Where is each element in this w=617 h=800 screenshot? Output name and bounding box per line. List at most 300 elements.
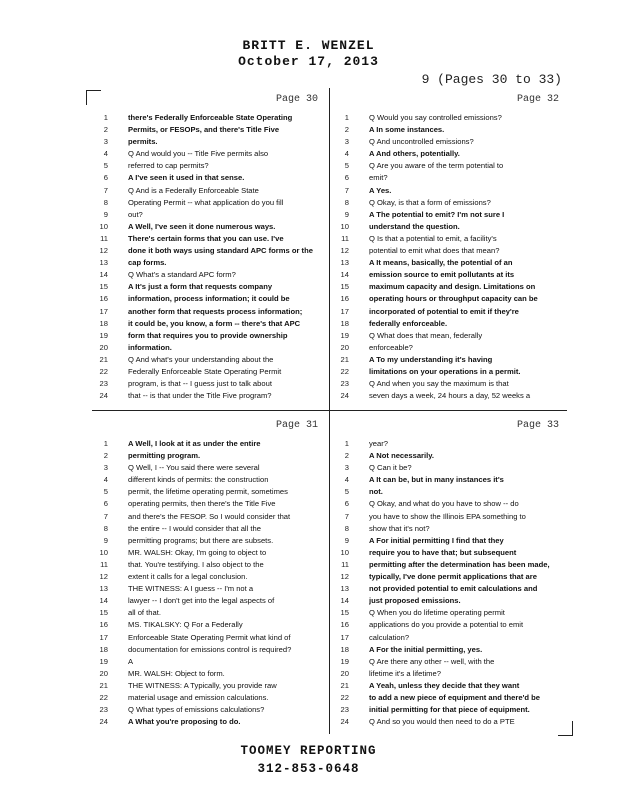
line-text: Q And would you -- Title Five permits also xyxy=(128,149,269,159)
transcript-line xyxy=(333,450,565,462)
transcript-line xyxy=(333,378,565,390)
line-text: just proposed emissions. xyxy=(369,596,461,606)
line-number: 19 xyxy=(99,656,108,666)
line-text: done it both ways using standard APC forms or the xyxy=(128,246,313,256)
transcript-line xyxy=(92,619,324,631)
line-number: 18 xyxy=(99,644,108,654)
line-text: Q Are you aware of the term potential to xyxy=(369,161,504,171)
line-text: referred to cap permits? xyxy=(128,161,209,171)
transcript-line xyxy=(92,523,324,535)
line-text: Federally Enforceable State Operating Permit xyxy=(128,366,282,376)
transcript-line xyxy=(333,535,565,547)
line-number: 8 xyxy=(344,523,349,533)
line-text: incorporated of potential to emit if they're xyxy=(369,306,519,316)
transcript-line xyxy=(92,281,324,293)
line-number: 3 xyxy=(344,463,349,473)
line-text: applications do you provide a potential to emit xyxy=(369,620,524,630)
transcript-line xyxy=(92,535,324,547)
vertical-divider xyxy=(329,88,330,734)
transcript-line xyxy=(92,112,324,124)
line-text: out? xyxy=(128,209,143,219)
line-text: year? xyxy=(369,439,388,448)
transcript-line xyxy=(333,390,565,402)
line-number: 11 xyxy=(100,233,108,243)
line-text: A Yes. xyxy=(369,185,392,195)
transcript-line xyxy=(92,148,324,160)
line-text: another form that requests process information; xyxy=(128,306,303,316)
line-text: permits. xyxy=(128,137,158,147)
transcript-line xyxy=(333,716,565,728)
line-text: A It's just a form that requests company xyxy=(128,282,273,292)
line-number: 2 xyxy=(344,125,349,135)
transcript-line xyxy=(92,245,324,257)
transcript-line xyxy=(333,607,565,619)
transcript-line xyxy=(92,185,324,197)
transcript-line xyxy=(92,390,324,402)
reporter-name: TOOMEY REPORTING xyxy=(240,744,377,758)
line-text: calculation? xyxy=(369,632,410,642)
transcript-line xyxy=(333,692,565,704)
line-text: Q And is a Federally Enforceable State xyxy=(128,185,259,195)
transcript-line xyxy=(333,704,565,716)
line-number: 23 xyxy=(340,379,349,389)
line-text: federally enforceable. xyxy=(369,318,448,328)
transcript-line xyxy=(333,632,565,644)
transcript-line xyxy=(92,136,324,148)
line-number: 23 xyxy=(340,705,349,715)
line-text: Enforceable State Operating Permit what kind of xyxy=(128,632,291,642)
line-number: 24 xyxy=(99,391,108,401)
line-number: 1 xyxy=(103,113,108,122)
line-text: Q Can it be? xyxy=(369,463,412,473)
line-text: require you to have that; but subsequent xyxy=(369,547,517,557)
transcript-line xyxy=(92,632,324,644)
line-text: to add a new piece of equipment and there'd be xyxy=(369,692,541,702)
line-text: that. You're testifying. I also object to the xyxy=(128,559,264,569)
line-text: operating permits, then there's the Title Five xyxy=(128,499,276,509)
line-text: permitting programs; but there are subsets. xyxy=(128,535,274,545)
line-number: 7 xyxy=(103,185,108,195)
line-text: permitting program. xyxy=(128,451,201,461)
line-text: the entire -- I would consider that all the xyxy=(128,523,261,533)
line-text: Q Is that a potential to emit, a facility's xyxy=(369,233,497,243)
line-text: MR. WALSH: Object to form. xyxy=(128,668,225,678)
transcript-line xyxy=(333,486,565,498)
transcript-line xyxy=(92,233,324,245)
line-number: 21 xyxy=(340,354,349,364)
line-text: Q What's a standard APC form? xyxy=(128,270,236,280)
transcript-line xyxy=(333,209,565,221)
transcript-line xyxy=(333,680,565,692)
transcript-line xyxy=(92,668,324,680)
line-number: 17 xyxy=(340,632,349,642)
transcript-line xyxy=(333,354,565,366)
line-number: 20 xyxy=(340,342,349,352)
line-text: typically, I've done permit applications that are xyxy=(369,572,537,582)
line-number: 9 xyxy=(103,209,108,219)
line-text: different kinds of permits: the construction xyxy=(128,475,269,485)
line-text: Q Would you say controlled emissions? xyxy=(369,113,502,122)
line-text: A For initial permitting I find that they xyxy=(369,535,504,545)
line-number: 14 xyxy=(340,596,349,606)
line-number: 10 xyxy=(99,221,108,231)
line-text: show that it's not? xyxy=(369,523,430,533)
line-text: information, process information; it could be xyxy=(128,294,290,304)
transcript-page xyxy=(92,88,324,410)
line-number: 15 xyxy=(340,282,349,292)
line-number: 15 xyxy=(99,608,108,618)
line-number: 5 xyxy=(344,161,349,171)
line-text: enforceable? xyxy=(369,342,413,352)
transcript-line xyxy=(333,257,565,269)
line-number: 17 xyxy=(99,306,108,316)
line-number: 15 xyxy=(99,282,108,292)
line-number: 20 xyxy=(340,668,349,678)
transcript-line xyxy=(92,124,324,136)
transcript-line xyxy=(92,366,324,378)
line-number: 3 xyxy=(103,463,108,473)
line-number: 10 xyxy=(99,547,108,557)
transcript-line xyxy=(92,486,324,498)
line-number: 6 xyxy=(344,173,349,183)
line-text: THE WITNESS: A Typically, you provide raw xyxy=(128,680,277,690)
line-number: 9 xyxy=(344,209,349,219)
line-text: A It means, basically, the potential of an xyxy=(369,258,513,268)
transcript-line xyxy=(333,523,565,535)
transcript-line xyxy=(92,462,324,474)
transcript-line xyxy=(333,668,565,680)
transcript-line xyxy=(333,293,565,305)
line-text: material usage and emission calculations. xyxy=(128,692,269,702)
line-number: 10 xyxy=(340,221,349,231)
page-lines xyxy=(92,438,324,728)
transcript-line xyxy=(92,197,324,209)
line-text: permit, the lifetime operating permit, sometimes xyxy=(128,487,288,497)
line-number: 21 xyxy=(99,354,108,364)
transcript-line xyxy=(333,474,565,486)
reporter-phone: 312-853-0648 xyxy=(257,762,360,776)
line-number: 13 xyxy=(99,258,108,268)
transcript-line xyxy=(333,124,565,136)
transcript-line xyxy=(92,221,324,233)
line-text: Q What types of emissions calculations? xyxy=(128,705,265,715)
line-text: Operating Permit -- what application do you fill xyxy=(128,197,284,207)
transcript-line xyxy=(92,547,324,559)
transcript-line xyxy=(92,680,324,692)
transcript-line xyxy=(92,209,324,221)
line-number: 17 xyxy=(340,306,349,316)
transcript-line xyxy=(333,644,565,656)
transcript-line xyxy=(333,656,565,668)
line-number: 4 xyxy=(103,475,108,485)
line-text: Q Okay, is that a form of emissions? xyxy=(369,197,491,207)
line-text: documentation for emissions control is required? xyxy=(128,644,292,654)
transcript-line xyxy=(92,595,324,607)
line-text: A For the initial permitting, yes. xyxy=(369,644,483,654)
line-text: A It can be, but in many instances it's xyxy=(369,475,504,485)
transcript-line xyxy=(333,197,565,209)
transcript-line xyxy=(92,511,324,523)
line-number: 17 xyxy=(99,632,108,642)
line-text: A Well, I've seen it done numerous ways. xyxy=(128,221,276,231)
page-title: Page 30 xyxy=(275,94,318,105)
line-text: not provided potential to emit calculations and xyxy=(369,584,538,594)
line-text: lifetime it's a lifetime? xyxy=(369,668,441,678)
line-text: operating hours or throughput capacity can be xyxy=(369,294,538,304)
transcript-line xyxy=(333,306,565,318)
line-text: Q Are there any other -- well, with the xyxy=(369,656,495,666)
transcript-line xyxy=(92,559,324,571)
transcript-line xyxy=(333,559,565,571)
page-lines xyxy=(333,112,565,402)
line-number: 21 xyxy=(340,680,349,690)
line-text: maximum capacity and design. Limitations on xyxy=(369,282,536,292)
transcript-line xyxy=(333,619,565,631)
transcript-line xyxy=(92,716,324,728)
transcript-page xyxy=(92,414,324,736)
line-text: potential to emit what does that mean? xyxy=(369,246,500,256)
transcript-line xyxy=(92,318,324,330)
line-number: 24 xyxy=(340,717,349,727)
line-text: cap forms. xyxy=(128,258,167,268)
line-number: 2 xyxy=(103,125,108,135)
witness-name: BRITT E. WENZEL xyxy=(242,38,375,53)
line-text: A I've seen it used in that sense. xyxy=(128,173,245,183)
line-number: 13 xyxy=(99,584,108,594)
line-number: 23 xyxy=(99,379,108,389)
line-text: you have to show the Illinois EPA something to xyxy=(369,511,526,521)
line-number: 21 xyxy=(99,680,108,690)
transcript-line xyxy=(333,185,565,197)
line-number: 5 xyxy=(103,487,108,497)
transcript-line xyxy=(92,474,324,486)
transcript-line xyxy=(333,160,565,172)
transcript-line xyxy=(333,438,565,450)
page-lines xyxy=(333,438,565,728)
line-text: information. xyxy=(128,342,172,352)
transcript-line xyxy=(333,245,565,257)
line-text: A xyxy=(128,656,134,666)
transcript-line xyxy=(333,281,565,293)
transcript-line xyxy=(92,571,324,583)
line-number: 16 xyxy=(340,294,349,304)
transcript-line xyxy=(92,306,324,318)
transcript-line xyxy=(333,462,565,474)
line-number: 7 xyxy=(103,511,108,521)
transcript-line xyxy=(92,656,324,668)
line-number: 19 xyxy=(340,656,349,666)
line-number: 16 xyxy=(99,294,108,304)
line-number: 18 xyxy=(340,318,349,328)
transcript-line xyxy=(92,583,324,595)
transcript-page xyxy=(333,88,565,410)
line-text: Q And when you say the maximum is that xyxy=(369,379,509,389)
line-text: there's Federally Enforceable State Operating xyxy=(128,113,293,122)
line-number: 24 xyxy=(99,717,108,727)
line-number: 19 xyxy=(340,330,349,340)
line-number: 7 xyxy=(344,185,349,195)
transcript-line xyxy=(92,378,324,390)
line-text: that -- is that under the Title Five program? xyxy=(128,391,272,401)
transcript-line xyxy=(333,172,565,184)
line-text: A Well, I look at it as under the entire xyxy=(128,439,261,448)
line-number: 22 xyxy=(99,366,108,376)
transcript-line xyxy=(92,330,324,342)
transcript-line xyxy=(333,595,565,607)
line-text: There's certain forms that you can use. I've xyxy=(128,233,284,243)
line-number: 7 xyxy=(344,511,349,521)
transcript-line xyxy=(92,172,324,184)
line-number: 1 xyxy=(344,439,349,448)
transcript-line xyxy=(92,293,324,305)
line-number: 9 xyxy=(103,535,108,545)
transcript-line xyxy=(92,438,324,450)
line-number: 1 xyxy=(344,113,349,122)
line-number: 11 xyxy=(100,559,108,569)
transcript-line xyxy=(333,136,565,148)
line-text: all of that. xyxy=(128,608,161,618)
transcript-line xyxy=(333,511,565,523)
line-text: Permits, or FESOPs, and there's Title Five xyxy=(128,125,280,135)
line-number: 4 xyxy=(344,475,349,485)
line-text: initial permitting for that piece of equipment. xyxy=(369,705,530,715)
transcript-line xyxy=(333,342,565,354)
page-lines xyxy=(92,112,324,402)
line-text: program, is that -- I guess just to talk about xyxy=(128,379,272,389)
line-number: 5 xyxy=(103,161,108,171)
line-number: 3 xyxy=(103,137,108,147)
transcript-line xyxy=(333,498,565,510)
line-number: 23 xyxy=(99,705,108,715)
page-title: Page 31 xyxy=(275,420,318,431)
line-number: 3 xyxy=(344,137,349,147)
line-number: 15 xyxy=(340,608,349,618)
transcript-line xyxy=(92,269,324,281)
line-text: limitations on your operations in a permit. xyxy=(369,366,521,376)
line-number: 13 xyxy=(340,258,349,268)
transcript-line xyxy=(333,112,565,124)
line-text: Q What does that mean, federally xyxy=(369,330,483,340)
page-title: Page 33 xyxy=(516,420,559,431)
line-text: emit? xyxy=(369,173,388,183)
transcript-line xyxy=(92,342,324,354)
line-text: A The potential to emit? I'm not sure I xyxy=(369,209,505,219)
transcript-line xyxy=(333,318,565,330)
line-text: seven days a week, 24 hours a day, 52 weeks a xyxy=(369,391,531,401)
line-text: THE WITNESS: A I guess -- I'm not a xyxy=(128,584,254,594)
line-number: 14 xyxy=(340,270,349,280)
deposition-date: October 17, 2013 xyxy=(238,54,379,69)
line-number: 4 xyxy=(103,149,108,159)
transcript-line xyxy=(333,330,565,342)
transcript-line xyxy=(92,354,324,366)
transcript-line xyxy=(92,692,324,704)
horizontal-divider xyxy=(92,410,567,411)
line-number: 20 xyxy=(99,668,108,678)
line-text: Q Well, I -- You said there were several xyxy=(128,463,260,473)
line-number: 2 xyxy=(103,451,108,461)
transcript-line xyxy=(333,571,565,583)
line-text: A Not necessarily. xyxy=(369,451,434,461)
line-number: 11 xyxy=(341,233,349,243)
line-number: 1 xyxy=(103,439,108,448)
transcript-sheet xyxy=(92,88,567,734)
line-number: 5 xyxy=(344,487,349,497)
line-text: Q And uncontrolled emissions? xyxy=(369,137,474,147)
line-number: 22 xyxy=(99,692,108,702)
transcript-line xyxy=(333,148,565,160)
line-text: understand the question. xyxy=(369,221,460,231)
line-number: 22 xyxy=(340,366,349,376)
line-number: 8 xyxy=(103,197,108,207)
line-number: 8 xyxy=(103,523,108,533)
line-number: 24 xyxy=(340,391,349,401)
line-text: not. xyxy=(369,487,383,497)
line-text: extent it calls for a legal conclusion. xyxy=(128,572,248,582)
transcript-line xyxy=(92,644,324,656)
line-text: A And others, potentially. xyxy=(369,149,460,159)
line-text: A In some instances. xyxy=(369,125,445,135)
transcript-line xyxy=(92,450,324,462)
line-text: form that requires you to provide ownership xyxy=(128,330,288,340)
line-text: A What you're proposing to do. xyxy=(128,717,241,727)
line-number: 4 xyxy=(344,149,349,159)
line-number: 18 xyxy=(340,644,349,654)
line-number: 22 xyxy=(340,692,349,702)
pages-range: 9 (Pages 30 to 33) xyxy=(421,72,562,87)
line-text: Q When you do lifetime operating permit xyxy=(369,608,505,618)
line-text: A Yeah, unless they decide that they want xyxy=(369,680,520,690)
line-number: 6 xyxy=(103,173,108,183)
line-number: 6 xyxy=(103,499,108,509)
transcript-line xyxy=(92,498,324,510)
line-number: 12 xyxy=(340,572,349,582)
line-number: 10 xyxy=(340,547,349,557)
line-text: Q And what's your understanding about the xyxy=(128,354,274,364)
line-number: 19 xyxy=(99,330,108,340)
line-number: 8 xyxy=(344,197,349,207)
line-text: MR. WALSH: Okay, I'm going to object to xyxy=(128,547,267,557)
line-number: 16 xyxy=(340,620,349,630)
line-text: it could be, you know, a form -- there's that APC xyxy=(128,318,301,328)
page-title: Page 32 xyxy=(516,94,559,105)
line-number: 9 xyxy=(344,535,349,545)
transcript-line xyxy=(333,269,565,281)
line-number: 6 xyxy=(344,499,349,509)
line-number: 16 xyxy=(99,620,108,630)
line-text: emission source to emit pollutants at its xyxy=(369,270,515,280)
line-text: permitting after the determination has been made, xyxy=(369,559,550,569)
line-number: 12 xyxy=(99,572,108,582)
transcript-line xyxy=(333,221,565,233)
transcript-page xyxy=(333,414,565,736)
transcript-line xyxy=(92,607,324,619)
transcript-line xyxy=(92,704,324,716)
line-text: A To my understanding it's having xyxy=(369,354,493,364)
transcript-line xyxy=(333,233,565,245)
line-number: 12 xyxy=(99,246,108,256)
line-number: 18 xyxy=(99,318,108,328)
transcript-line xyxy=(333,547,565,559)
transcript-line xyxy=(92,257,324,269)
line-text: Q Okay, and what do you have to show -- do xyxy=(369,499,519,509)
line-text: MS. TIKALSKY: Q For a Federally xyxy=(128,620,243,630)
line-number: 11 xyxy=(341,559,349,569)
line-text: and there's the FESOP. So I would consider that xyxy=(128,511,291,521)
line-number: 20 xyxy=(99,342,108,352)
line-text: lawyer -- I don't get into the legal aspects of xyxy=(128,596,275,606)
line-number: 2 xyxy=(344,451,349,461)
